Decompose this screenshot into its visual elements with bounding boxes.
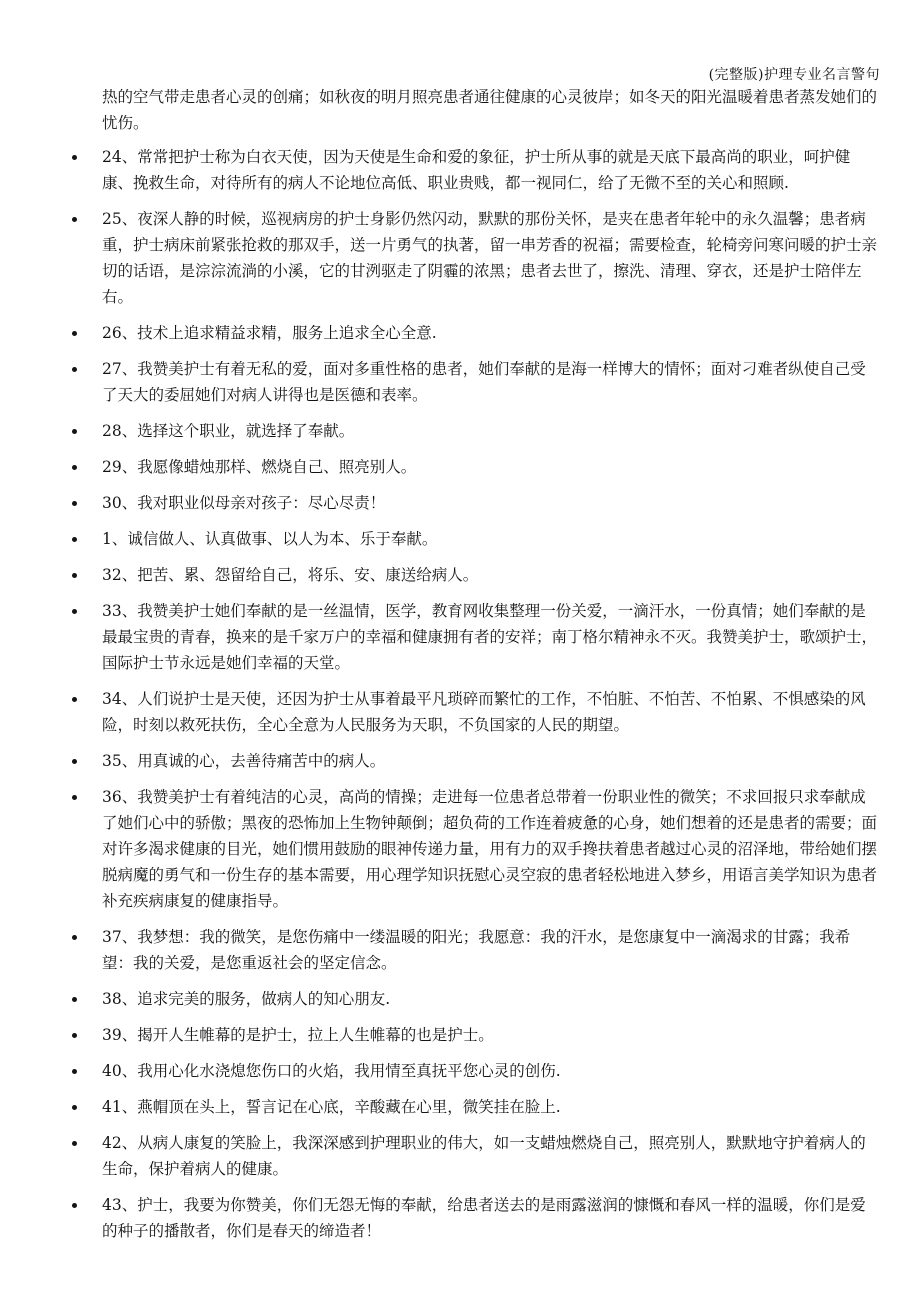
bullet-icon [72,217,77,222]
list-item [0,598,880,676]
list-item [0,784,880,914]
list-item [0,320,880,346]
bullet-icon [72,465,77,470]
bullet-icon [72,1069,77,1074]
bullet-icon [72,429,77,434]
list-item-text: 41、燕帽顶在头上，誓言记在心底，辛酸藏在心里，微笑挂在脸上. [102,1098,561,1116]
list-item [0,206,880,310]
list-item [0,490,880,516]
bullet-icon [72,1203,77,1208]
list-item-text: 29、我愿像蜡烛那样、燃烧自己、照亮别人。 [102,458,417,476]
list-item [0,748,880,774]
list-item [0,1058,880,1084]
bullet-icon [72,759,77,764]
list-item [0,526,880,552]
list-item [0,562,880,588]
bullet-icon [72,331,77,336]
list-item-text: 34、人们说护士是天使，还因为护士从事着最平凡琐碎而繁忙的工作，不怕脏、不怕苦、不怕累、不惧感染的风险，时刻以救死扶伤，全心全意为人民服务为天职，不负国家的人民的期望。 [102,690,866,734]
bullet-icon [72,367,77,372]
list-item [0,418,880,444]
list-item-text: 32、把苦、累、怨留给自己，将乐、安、康送给病人。 [102,566,479,584]
list-item-text: 24、常常把护士称为白衣天使，因为天使是生命和爱的象征，护士所从事的就是天底下最高尚的职业，呵护健康、挽救生命，对待所有的病人不论地位高低、职业贵贱，都一视同仁，给了无微不至的关心和照顾. [102,148,851,192]
bullet-icon [72,155,77,160]
list-item [0,1130,880,1182]
list-item-text: 40、我用心化水浇熄您伤口的火焰，我用情至真抚平您心灵的创伤. [102,1062,561,1080]
list-item-text: 28、选择这个职业，就选择了奉献。 [102,422,355,440]
list-item-text: 39、揭开人生帷幕的是护士，拉上人生帷幕的也是护士。 [102,1026,494,1044]
bullet-icon [72,697,77,702]
page-header: (完整版)护理专业名言警句 [708,67,880,83]
list-item-text: 25、夜深人静的时候，巡视病房的护士身影仍然闪动，默默的那份关怀，是夹在患者年轮中的永久温馨；患者病重，护士病床前紧张抢救的那双手，送一片勇气的执著，留一串芳香的祝福；需要检查，轮椅旁问寒问暖的护士亲切的话语，是淙淙流淌的小溪，它的甘洌驱走了阴霾的浓黑；患者去世了，擦洗、清理、穿衣，还是护士陪伴左右。 [102,210,878,306]
list-item [0,686,880,738]
list-item-text: 43、护士，我要为你赞美，你们无怨无悔的奉献，给患者送去的是雨露滋润的慷慨和春风一样的温暖，你们是爱的种子的播散者，你们是春天的缔造者！ [102,1196,866,1240]
list-item-text: 36、我赞美护士有着纯洁的心灵，高尚的情操；走进每一位患者总带着一份职业性的微笑；不求回报只求奉献成了她们心中的骄傲；黑夜的恐怖加上生物钟颠倒；超负荷的工作连着疲惫的心身，她们想着的还是患者的需要；面对许多渴求健康的目光，她们惯用鼓励的眼神传递力量，用有力的双手搀扶着患者越过心灵的沼泽地，带给她们摆脱病魔的勇气和一份生存的基本需要，用心理学知识抚慰心灵空寂的患者轻松地进入梦乡，用语言美学知识为患者补充疾病康复的健康指导。 [102,788,878,910]
bullet-icon [72,795,77,800]
list-item-text: 42、从病人康复的笑脸上，我深深感到护理职业的伟大，如一支蜡烛燃烧自己，照亮别人，默默地守护着病人的生命，保护着病人的健康。 [102,1134,866,1178]
bullet-icon [72,1033,77,1038]
bullet-icon [72,1105,77,1110]
list-item-text: 1、诚信做人、认真做事、以人为本、乐于奉献。 [102,530,438,548]
bullet-icon [72,609,77,614]
bullet-icon [72,573,77,578]
quote-list [0,144,920,1254]
list-item-text: 33、我赞美护士她们奉献的是一丝温情，医学，教育网收集整理一份关爱，一滴汗水，一份真情；她们奉献的是最最宝贵的青春，换来的是千家万户的幸福和健康拥有者的安祥；南丁格尔精神永不灭。我赞美护士，歌颂护士，国际护士节永远是她们幸福的天堂。 [102,602,878,672]
list-item-text: 37、我梦想：我的微笑，是您伤痛中一缕温暖的阳光；我愿意：我的汗水，是您康复中一滴渴求的甘露；我希望：我的关爱，是您重返社会的坚定信念。 [102,928,851,972]
bullet-icon [72,997,77,1002]
list-item-text: 30、我对职业似母亲对孩子：尽心尽责！ [102,494,386,512]
list-item [0,986,880,1012]
list-item [0,1192,880,1244]
list-item [0,1022,880,1048]
list-item [0,144,880,196]
list-item-text: 38、追求完美的服务，做病人的知心朋友. [102,990,391,1008]
list-item [0,1094,880,1120]
list-item [0,356,880,408]
bullet-icon [72,935,77,940]
bullet-icon [72,1141,77,1146]
continuation-paragraph: 热的空气带走患者心灵的创痛；如秋夜的明月照亮患者通往健康的心灵彼岸；如冬天的阳光温暖着患者蒸发她们的忧伤。 [102,88,878,132]
list-item-text: 27、我赞美护士有着无私的爱，面对多重性格的患者，她们奉献的是海一样博大的情怀；面对刁难者纵使自己受了天大的委屈她们对病人讲得也是医德和表率。 [102,360,866,404]
list-item-text: 35、用真诚的心，去善待痛苦中的病人。 [102,752,386,770]
bullet-icon [72,537,77,542]
list-item [0,924,880,976]
list-item [0,454,880,480]
list-item-text: 26、技术上追求精益求精，服务上追求全心全意. [102,324,437,342]
bullet-icon [72,501,77,506]
